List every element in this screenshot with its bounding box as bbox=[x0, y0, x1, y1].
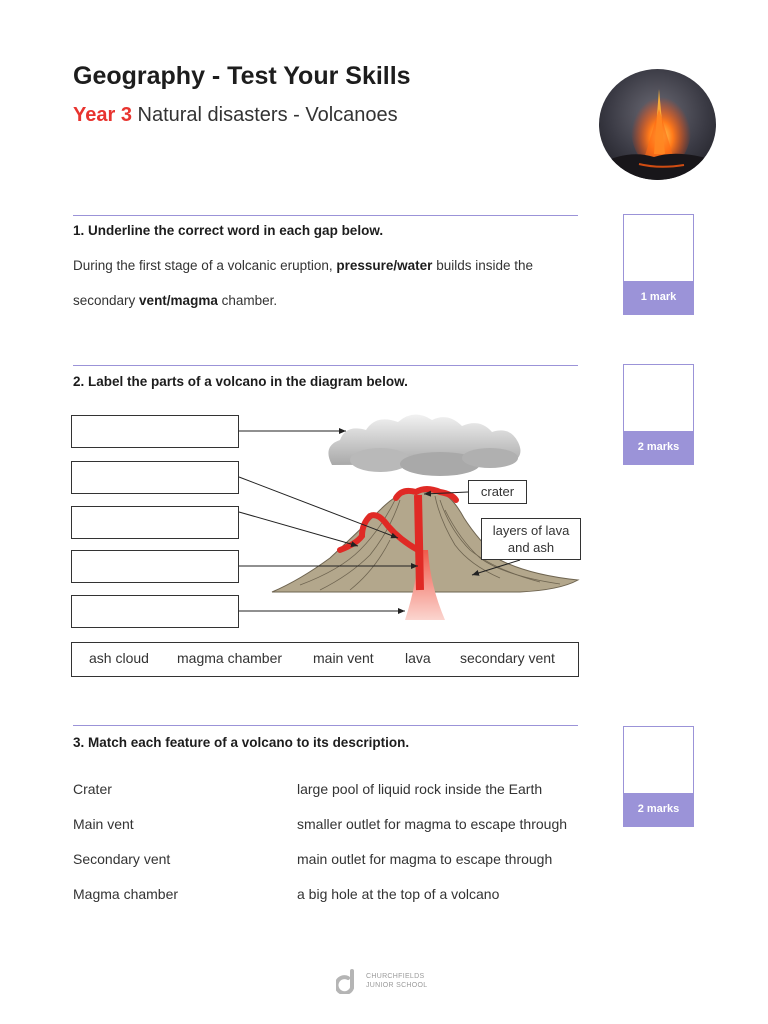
school-logo-line-2: JUNIOR SCHOOL bbox=[366, 982, 428, 989]
description-item[interactable]: large pool of liquid rock inside the Earth bbox=[297, 781, 543, 797]
question-2-heading: 2. Label the parts of a volcano in the diagram below. bbox=[73, 374, 408, 389]
layers-callout bbox=[481, 518, 581, 560]
feature-item[interactable]: Magma chamber bbox=[73, 886, 179, 902]
school-logo-text bbox=[366, 972, 427, 990]
word-bank-item: main vent bbox=[313, 650, 374, 666]
layers-callout-line-2: and ash bbox=[507, 540, 555, 555]
word-bank-item: secondary vent bbox=[460, 650, 555, 666]
feature-item[interactable]: Main vent bbox=[73, 816, 134, 832]
q1-choice-vent-magma[interactable]: vent/magma bbox=[139, 293, 218, 308]
label-blank-4[interactable] bbox=[71, 550, 239, 583]
label-blank-5[interactable] bbox=[71, 595, 239, 628]
worksheet-title: Geography - Test Your Skills bbox=[73, 62, 411, 90]
section-divider bbox=[73, 215, 578, 216]
q1-text: secondary bbox=[73, 293, 140, 308]
mark-box-q2[interactable] bbox=[623, 364, 694, 465]
section-divider bbox=[73, 365, 578, 366]
question-1-line-1 bbox=[73, 258, 533, 273]
word-bank-item: ash cloud bbox=[89, 650, 149, 666]
question-1-line-2 bbox=[73, 293, 277, 308]
description-item[interactable]: main outlet for magma to escape through bbox=[297, 851, 553, 867]
word-bank-item: lava bbox=[405, 650, 431, 666]
school-logo-icon bbox=[336, 968, 362, 994]
marks-label: 2 marks bbox=[624, 431, 693, 464]
description-item[interactable]: a big hole at the top of a volcano bbox=[297, 886, 500, 902]
year-label: Year 3 bbox=[73, 104, 132, 126]
q1-text: chamber. bbox=[217, 293, 278, 308]
label-blank-2[interactable] bbox=[71, 461, 239, 494]
q1-choice-pressure-water[interactable]: pressure/water bbox=[336, 258, 433, 273]
school-logo bbox=[336, 968, 436, 996]
school-logo-line-1: CHURCHFIELDS bbox=[366, 973, 425, 980]
word-bank bbox=[71, 642, 579, 677]
topic-label: Natural disasters - Volcanoes bbox=[137, 104, 398, 126]
question-1-heading: 1. Underline the correct word in each gap below. bbox=[73, 223, 384, 238]
label-blank-1[interactable] bbox=[71, 415, 239, 448]
description-item[interactable]: smaller outlet for magma to escape through bbox=[297, 816, 568, 832]
feature-item[interactable]: Crater bbox=[73, 781, 112, 797]
label-blank-3[interactable] bbox=[71, 506, 239, 539]
mark-box-q1[interactable] bbox=[623, 214, 694, 315]
worksheet-subtitle bbox=[73, 104, 398, 127]
marks-label: 1 mark bbox=[624, 281, 693, 314]
volcano-eruption-photo bbox=[599, 69, 716, 180]
q1-text: builds inside the bbox=[432, 258, 534, 273]
section-divider bbox=[73, 725, 578, 726]
question-3-heading: 3. Match each feature of a volcano to its description. bbox=[73, 735, 410, 750]
feature-item[interactable]: Secondary vent bbox=[73, 851, 171, 867]
ash-cloud-shape bbox=[328, 414, 520, 476]
word-bank-item: magma chamber bbox=[177, 650, 283, 666]
crater-callout: crater bbox=[468, 480, 527, 504]
marks-label: 2 marks bbox=[624, 793, 693, 826]
q1-text: During the first stage of a volcanic eruption, bbox=[73, 258, 337, 273]
mark-box-q3[interactable] bbox=[623, 726, 694, 827]
layers-callout-line-1: layers of lava bbox=[492, 523, 570, 538]
